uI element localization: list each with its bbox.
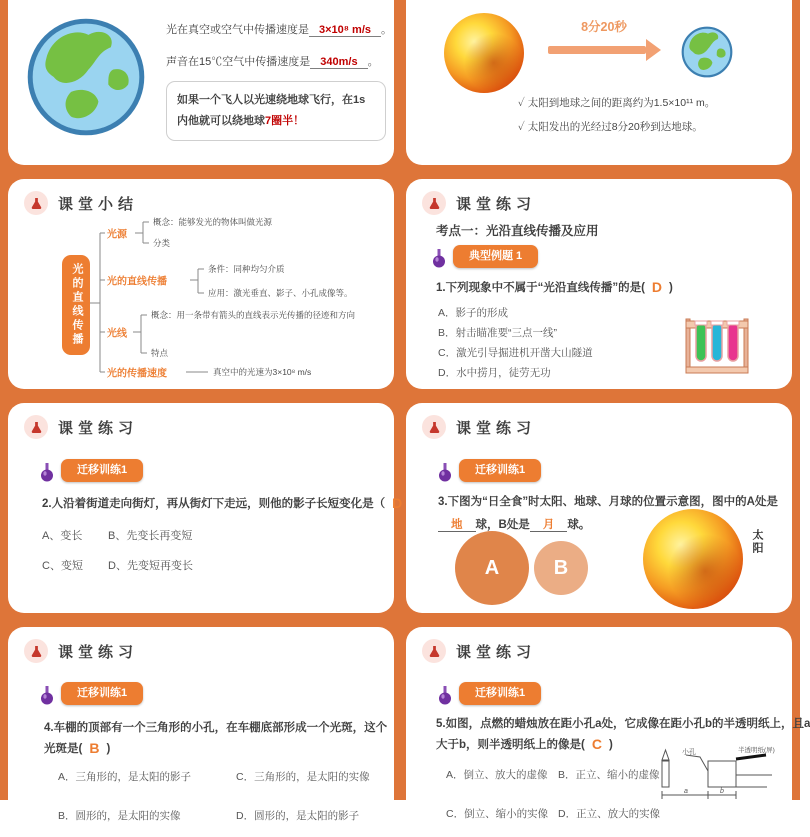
- question-3-end: 球。: [567, 519, 591, 531]
- question-4-line1: 4.车棚的顶部有一个三角形的小孔，在车棚底部形成一个光斑，这个: [44, 722, 388, 734]
- slide-header: [422, 415, 536, 439]
- arrow-icon: [548, 46, 646, 54]
- option-a: A、变长: [42, 530, 83, 542]
- slide-card-light-speed[interactable]: [8, 0, 394, 165]
- option-c: C、变短: [42, 560, 83, 572]
- question-1-close: ): [669, 282, 673, 294]
- badge-transfer: 迁移训练1: [459, 682, 541, 705]
- flask-icon: [24, 639, 48, 663]
- blank-moon: 月: [530, 519, 568, 532]
- slide-header: [422, 639, 536, 663]
- slide-title: 课堂练习: [58, 419, 139, 437]
- badge-row: [438, 459, 541, 482]
- slide-title: 课堂练习: [456, 643, 537, 661]
- option-d: D、先变短再变长: [108, 560, 193, 572]
- options-grid: [58, 769, 370, 823]
- option-b: B．圆形的，是太阳的实像: [58, 810, 181, 822]
- question-4-line2: [44, 740, 110, 756]
- earth-small-icon: [680, 25, 734, 79]
- flask-icon: [422, 639, 446, 663]
- badge-example: 典型例题 1: [453, 245, 538, 268]
- branch-straight-propagation: 光的直线传播: [107, 276, 167, 288]
- diagram-dim-b: b: [720, 788, 724, 795]
- question-1: [436, 279, 673, 295]
- bullet-travel-time: ✓ 太阳发出的光经过8分20秒到达地球。: [518, 121, 703, 133]
- option-c: C．激光引导掘进机开凿大山隧道: [438, 347, 593, 359]
- question-3-line2: [438, 516, 590, 532]
- badge-row: [438, 682, 541, 705]
- slide-title: 课堂练习: [58, 643, 139, 661]
- badge-row: [40, 682, 143, 705]
- slide-header: [24, 415, 138, 439]
- question-2-text: 2.人沿着街道走向街灯，再从街灯下走远，则他的影子长短变化是（: [42, 498, 386, 510]
- purple-flask-icon: [438, 686, 452, 705]
- option-b: B、先变长再变短: [108, 530, 193, 542]
- option-d: D．正立、放大的实像: [558, 808, 661, 820]
- mindmap-root: 光的直线传播: [62, 255, 90, 355]
- flask-icon: [422, 415, 446, 439]
- answer-4: B: [89, 740, 100, 756]
- option-c: C．倒立、缩小的实像: [446, 808, 549, 820]
- fact-light-speed-value: 3×10⁸ m/s: [309, 24, 381, 37]
- leaf-ray-feature: 特点: [151, 348, 169, 358]
- question-5-line1: 5.如图，点燃的蜡烛放在距小孔a处，它成像在距小孔b的半透明纸上，且a: [436, 718, 810, 730]
- purple-flask-icon: [40, 463, 54, 482]
- slide-card-candle-pinhole-question[interactable]: [406, 627, 810, 837]
- branch-light-speed: 光的传播速度: [107, 368, 167, 380]
- slide-title: 课堂小结: [58, 195, 139, 213]
- note-text: 如果一个飞人以光速绕地球飞行，在1s内他就可以绕地球: [177, 94, 366, 127]
- fact-sound-speed-prefix: 声音在15℃空气中传播速度是: [166, 56, 311, 68]
- circle-b: [534, 541, 588, 595]
- badge-transfer: 迁移训练1: [61, 682, 143, 705]
- leaf-vacuum-speed: 真空中的光速为3×10⁸ m/s: [213, 367, 312, 377]
- note-end: ！: [293, 114, 305, 127]
- diagram-hole-label: 小孔: [682, 749, 696, 756]
- question-3-mid: 球，B处是: [475, 519, 530, 531]
- option-b: B．射击瞄准要“三点一线”: [438, 327, 557, 339]
- slide-card-example1[interactable]: [406, 179, 792, 389]
- slide-card-eclipse-question[interactable]: [406, 403, 792, 613]
- answer-1: D: [651, 279, 663, 295]
- flask-icon: [24, 415, 48, 439]
- diagram-dim-a: a: [684, 788, 688, 795]
- fact-sound-speed: [166, 53, 379, 69]
- sun-label: 太阳: [751, 529, 763, 555]
- badge-row: [432, 245, 538, 268]
- answer-2: D: [392, 495, 403, 511]
- slide-card-pinhole-spot-question[interactable]: [8, 627, 394, 837]
- circle-a-label: A: [484, 556, 500, 579]
- question-1-text: 1.下列现象中不属于“光沿直线传播”的是(: [436, 282, 645, 294]
- slide-header: [24, 639, 138, 663]
- purple-flask-icon: [438, 463, 452, 482]
- fact-sound-speed-suffix: 。: [367, 56, 379, 68]
- diagram-screen-label: 半透明纸(屏): [738, 747, 775, 754]
- bullet-distance: ✓ 太阳到地球之间的距离约为1.5×10¹¹ m。: [518, 97, 716, 109]
- fact-sound-speed-value: 340m/s: [310, 56, 367, 69]
- circle-b-label: B: [553, 556, 569, 579]
- purple-flask-icon: [432, 249, 446, 268]
- branch-light-source: 光源: [107, 229, 127, 241]
- question-5-close: ): [608, 739, 613, 751]
- answer-5: C: [591, 736, 602, 752]
- option-c: C．三角形的，是太阳的实像: [236, 771, 370, 783]
- question-3-line1: 3.下图为“日全食”时太阳、地球、月球的位置示意图，图中的A处是: [438, 496, 778, 508]
- option-d: D．圆形的，是太阳的影子: [236, 810, 360, 822]
- arrow-head-icon: [646, 39, 672, 61]
- option-b: B．正立、缩小的虚像: [558, 769, 660, 781]
- sun-icon: [643, 509, 743, 609]
- fact-light-speed: [166, 21, 392, 37]
- option-a: A．倒立、放大的虚像: [446, 769, 548, 781]
- badge-transfer: 迁移训练1: [459, 459, 541, 482]
- sun-icon: [444, 13, 524, 93]
- slide-card-sun-earth[interactable]: [406, 0, 792, 165]
- question-4-close: ): [106, 743, 111, 755]
- leaf-condition: 条件：同种均匀介质: [208, 264, 285, 274]
- slide-title: 课堂练习: [456, 195, 537, 213]
- leaf-source-concept: 概念：能够发光的物体叫做光源: [153, 217, 273, 227]
- slide-card-summary[interactable]: [8, 179, 394, 389]
- circle-a: [455, 531, 529, 605]
- topic-heading: 考点一：光沿直线传播及应用: [436, 224, 599, 238]
- earth-icon: [24, 15, 148, 139]
- option-a: A．三角形的，是太阳的影子: [58, 771, 192, 783]
- option-a: A．影子的形成: [438, 307, 509, 319]
- slide-title: 课堂练习: [456, 419, 537, 437]
- options-grid: [446, 767, 660, 821]
- slide-header: [422, 191, 536, 215]
- purple-flask-icon: [40, 686, 54, 705]
- pinhole-diagram: [652, 745, 782, 807]
- test-tube-rack-icon: [684, 313, 750, 377]
- flask-icon: [422, 191, 446, 215]
- branch-light-ray: 光线: [107, 328, 127, 340]
- leaf-application: 应用：激光垂直、影子、小孔成像等。: [208, 288, 353, 298]
- question-5-line2: [436, 736, 613, 752]
- option-d: D．水中捞月，徒劳无功: [438, 367, 551, 379]
- arrow-time-label: 8分20秒: [581, 20, 627, 34]
- question-2: [42, 495, 421, 511]
- note-highlight: 7圈半: [265, 114, 294, 127]
- slide-card-shadow-question[interactable]: [8, 403, 403, 613]
- leaf-source-types: 分类: [153, 238, 171, 248]
- badge-row: [40, 459, 143, 482]
- leaf-ray-concept: 概念：用一条带有箭头的直线表示光传播的径迹和方向: [151, 310, 356, 320]
- fact-light-speed-prefix: 光在真空或空气中传播速度是: [166, 24, 309, 36]
- blank-earth: 地: [438, 519, 476, 532]
- fact-light-speed-suffix: 。: [381, 24, 392, 36]
- question-4-text: 光斑是(: [44, 743, 83, 755]
- badge-transfer: 迁移训练1: [61, 459, 143, 482]
- question-5-text: 大于b，则半透明纸上的像是(: [436, 739, 585, 751]
- note-box: [166, 81, 386, 141]
